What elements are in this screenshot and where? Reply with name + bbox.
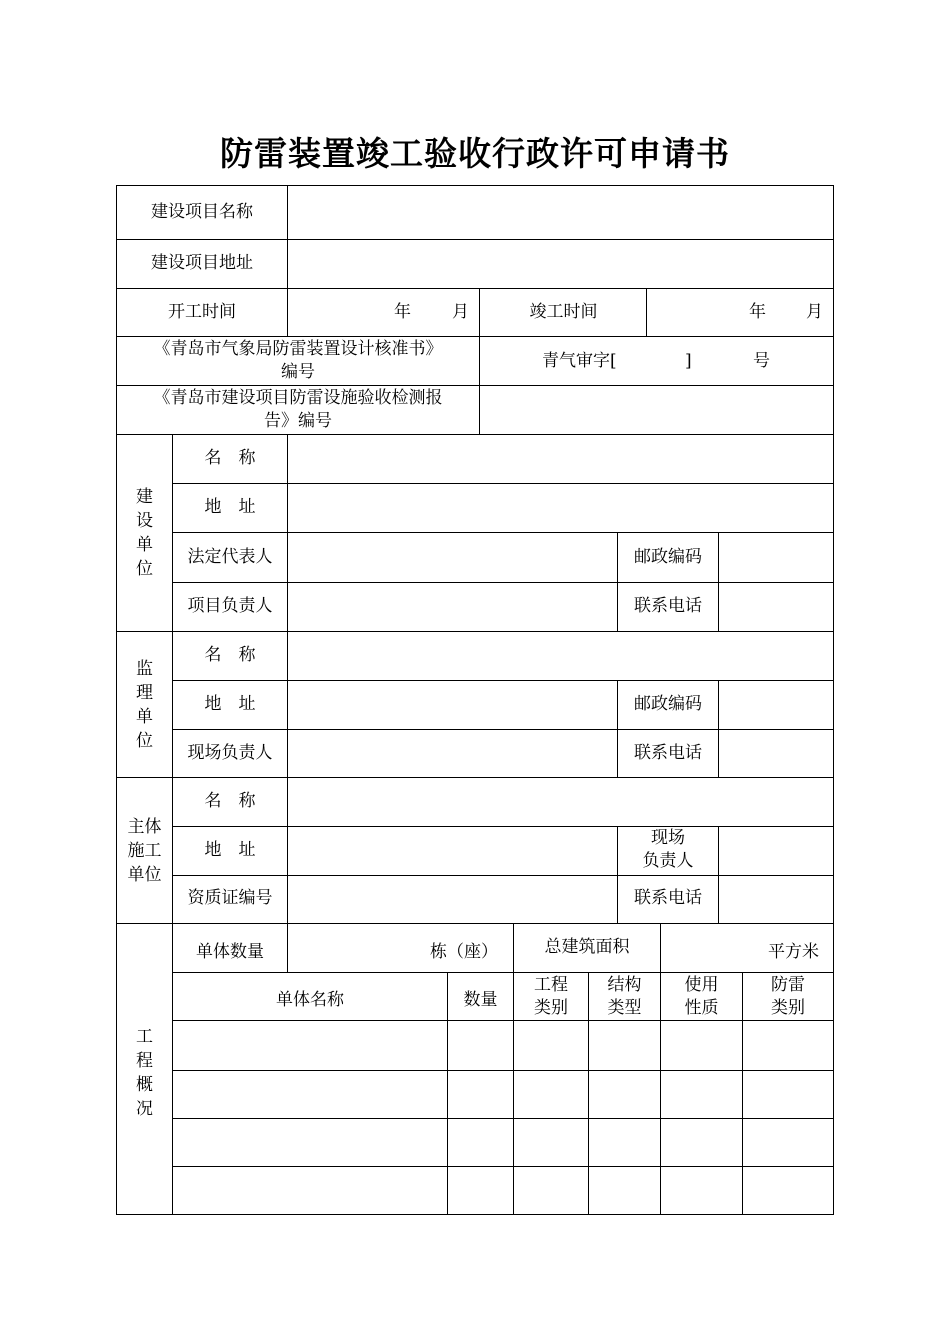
contractor-phone-field[interactable] [719,876,833,923]
total-area-unit: 平方米 [768,942,819,962]
col-structure-type-line1: 结构 [607,975,642,995]
usage-cell[interactable] [661,1167,742,1214]
contractor-address-label: 地 址 [204,840,256,860]
application-form-table [116,185,834,1215]
project-address-label: 建设项目地址 [151,253,253,273]
builder-group-char: 建 [136,487,153,507]
quantity-cell[interactable] [448,1119,513,1166]
contractor-name-field[interactable] [288,778,833,826]
supervisor-phone-label: 联系电话 [634,743,702,763]
contractor-phone-label: 联系电话 [634,888,702,908]
contractor-address-field[interactable] [288,827,617,875]
col-quantity: 数量 [463,990,498,1010]
contractor-site-manager-label-line1: 现场 [651,828,685,848]
page-title: 防雷装置竣工验收行政许可申请书 [220,134,730,173]
builder-phone-field[interactable] [719,583,833,631]
structure-type-cell[interactable] [589,1071,660,1118]
unit-name-cell[interactable] [173,1167,447,1214]
builder-group-char: 单 [136,535,153,555]
col-unit-name: 单体名称 [276,990,344,1010]
supervisor-site-manager-label: 现场负责人 [187,743,273,763]
supervisor-postcode-field[interactable] [719,681,833,729]
supervisor-address-label: 地 址 [204,694,256,714]
structure-type-cell[interactable] [589,1167,660,1214]
structure-type-cell[interactable] [589,1021,660,1070]
contractor-group-label [116,815,173,887]
usage-cell[interactable] [661,1021,742,1070]
approval-number-label-line2: 编号 [281,362,315,382]
lightning-class-cell[interactable] [743,1119,833,1166]
supervisor-group-char: 单 [136,707,153,727]
overview-group-char: 工 [136,1027,153,1047]
supervisor-site-manager-field[interactable] [288,730,617,777]
total-area-label: 总建筑面积 [544,937,630,957]
col-structure-type [589,974,660,1020]
builder-group-char: 位 [136,559,153,579]
project-type-cell[interactable] [514,1167,588,1214]
start-date-label: 开工时间 [168,302,236,322]
contractor-group-line: 主体 [127,817,162,837]
supervisor-address-field[interactable] [288,681,617,729]
builder-postcode-field[interactable] [719,533,833,582]
quantity-cell[interactable] [448,1071,513,1118]
lightning-class-cell[interactable] [743,1071,833,1118]
supervisor-group-char: 位 [136,731,153,751]
builder-manager-field[interactable] [288,583,617,631]
supervisor-group-label [116,657,173,753]
supervisor-group-char: 理 [136,683,153,703]
builder-name-field[interactable] [288,435,833,483]
lightning-class-cell[interactable] [743,1167,833,1214]
contractor-group-line: 施工 [127,841,162,861]
col-lightning-class [743,974,833,1020]
supervisor-phone-field[interactable] [719,730,833,777]
contractor-site-manager-field[interactable] [719,827,833,875]
approval-prefix: 青气审字[ [542,351,617,371]
col-usage-line2: 性质 [684,998,719,1018]
approval-number-field[interactable] [480,337,833,385]
overview-group-char: 况 [136,1099,153,1119]
col-lightning-class-line2: 类别 [771,998,805,1018]
builder-legal-rep-label: 法定代表人 [187,547,273,567]
usage-cell[interactable] [661,1119,742,1166]
unit-count-label: 单体数量 [196,942,264,962]
builder-manager-label: 项目负责人 [187,596,273,616]
supervisor-group-char: 监 [136,659,153,679]
supervisor-name-label: 名 称 [204,645,256,665]
unit-name-cell[interactable] [173,1119,447,1166]
quantity-cell[interactable] [448,1021,513,1070]
overview-group-char: 概 [136,1075,153,1095]
overview-group-char: 程 [136,1051,153,1071]
approval-bracket: ] [685,351,692,371]
project-address-field[interactable] [288,240,833,288]
lightning-class-cell[interactable] [743,1021,833,1070]
end-month-unit: 月 [806,302,823,322]
project-name-field[interactable] [288,186,833,239]
project-name-label: 建设项目名称 [151,202,253,222]
project-type-cell[interactable] [514,1119,588,1166]
report-number-field[interactable] [480,386,833,434]
report-number-label-line1: 《青岛市建设项目防雷设施验收检测报 [153,388,443,408]
builder-address-label: 地 址 [204,497,256,517]
contractor-group-line: 单位 [127,865,162,885]
builder-group-char: 设 [136,511,153,531]
quantity-cell[interactable] [448,1167,513,1214]
unit-name-cell[interactable] [173,1071,447,1118]
contractor-cert-field[interactable] [288,876,617,923]
usage-cell[interactable] [661,1071,742,1118]
end-year-unit: 年 [749,302,766,322]
project-type-cell[interactable] [514,1021,588,1070]
report-number-label-line2: 告》编号 [264,411,332,431]
supervisor-name-field[interactable] [288,632,833,680]
end-date-label: 竣工时间 [529,302,598,322]
col-lightning-class-line1: 防雷 [771,975,805,995]
col-usage [661,974,742,1020]
start-month-unit: 月 [452,302,469,322]
col-usage-line1: 使用 [684,975,719,995]
builder-group-label [116,485,173,581]
contractor-cert-label: 资质证编号 [187,888,273,908]
supervisor-postcode-label: 邮政编码 [634,694,702,714]
approval-number-label-line1: 《青岛市气象局防雷装置设计核准书》 [153,339,443,359]
col-project-type-line1: 工程 [534,975,568,995]
col-project-type-line2: 类别 [534,998,568,1018]
unit-name-cell[interactable] [173,1021,447,1070]
overview-group-label [116,1025,173,1121]
structure-type-cell[interactable] [589,1119,660,1166]
project-type-cell[interactable] [514,1071,588,1118]
report-number-label [116,387,480,433]
contractor-site-manager-label [618,827,718,873]
builder-name-label: 名 称 [204,448,256,468]
approval-suffix: 号 [753,351,770,371]
approval-number-label [116,338,480,384]
end-date-field[interactable] [647,289,833,336]
total-area-field[interactable] [661,924,833,972]
col-structure-type-line2: 类型 [607,998,642,1018]
unit-count-unit: 栋（座） [430,942,498,962]
contractor-name-label: 名 称 [204,791,256,811]
contractor-site-manager-label-line2: 负责人 [642,851,694,871]
builder-legal-rep-field[interactable] [288,533,617,582]
col-project-type [514,974,588,1020]
builder-address-field[interactable] [288,484,833,532]
builder-postcode-label: 邮政编码 [634,547,702,567]
builder-phone-label: 联系电话 [634,596,702,616]
unit-count-field[interactable] [288,924,513,972]
start-year-unit: 年 [394,302,411,322]
start-date-field[interactable] [288,289,479,336]
